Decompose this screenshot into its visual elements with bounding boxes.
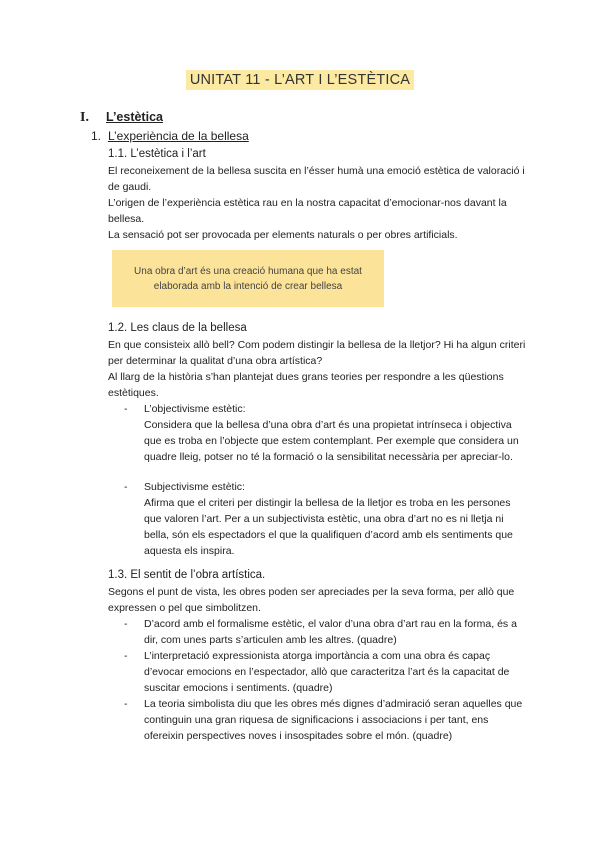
- list-item: [124, 696, 530, 744]
- subsection-title: L’experiència de la bellesa: [108, 129, 249, 143]
- section-numeral: I.: [80, 110, 89, 125]
- heading-estetica-art: 1.1. L’estètica i l’art: [108, 148, 206, 160]
- list-dash: -: [124, 403, 128, 415]
- heading-sentit-obra: 1.3. El sentit de l’obra artística.: [108, 569, 266, 581]
- para-reconeixement: El reconeixement de la bellesa suscita en l’ésser humà una emoció estètica de valoració i de gaudi.: [108, 165, 525, 193]
- page-title: UNITAT 11 - L’ART I L’ESTÈTICA: [186, 70, 414, 90]
- theories-list: [124, 401, 530, 559]
- list-item: [124, 401, 530, 465]
- list-dash: -: [124, 618, 128, 630]
- title-wrap: [0, 70, 600, 90]
- subsection-number: 1.: [91, 129, 102, 143]
- list-dash: -: [124, 650, 128, 662]
- interpretations-list: [124, 616, 530, 744]
- para-preguntes: En que consisteix allò bell? Com podem distingir la bellesa de la lletjor? Hi ha algun criteri per determinar la qualitat d’una obra artística?: [108, 339, 526, 367]
- objectivisme-text: Considera que la bellesa d’una obra d’art és una propietat intrínseca i objectiva que es troba en l’objecte que estem contemplant. Per exemple que considera un quadre lleig, potser no té la formació o la sensibilitat necessària per apreciar-lo.: [144, 419, 519, 463]
- section-title: L’estètica: [106, 110, 163, 124]
- subsection-heading: [91, 127, 530, 145]
- para-sensacio: La sensació pot ser provocada per elements naturals o per obres artificials.: [108, 229, 458, 241]
- para-origen: L’origen de l’experiència estètica rau en la nostra capacitat d’emocionar-nos davant la bellesa.: [108, 197, 507, 225]
- list-dash: -: [124, 481, 128, 493]
- list-item: [124, 479, 530, 559]
- para-punt-vista: Segons el punt de vista, les obres poden ser apreciades per la seva forma, per allò que expressen o pel que simbolitzen.: [108, 586, 515, 614]
- list-dash: -: [124, 698, 128, 710]
- para-teories: Al llarg de la història s’han plantejat dues grans teories per respondre a les qüestions estètiques.: [108, 371, 504, 399]
- expressionisme-text: L’interpretació expressionista atorga importància a com una obra és capaç d’evocar emocions en l’espectador, allò que caracteritza l’art és la capacitat de suscitar emocions i sentiments. (quadre): [144, 650, 510, 694]
- definition-box: Una obra d’art és una creació humana que ha estat elaborada amb la intenció de crear bellesa: [112, 250, 384, 307]
- objectivisme-label: L’objectivisme estètic:: [144, 403, 246, 415]
- list-item: [124, 648, 530, 696]
- subjectivisme-label: Subjectivisme estètic:: [144, 481, 245, 493]
- section-heading: [80, 108, 530, 127]
- simbolisme-text: La teoria simbolista diu que les obres més dignes d’admiració seran aquelles que continguin una gran riquesa de significacions i associacions i per tant, ens ofereixin perspectives noves i insospitades sobre el món. (quadre): [144, 698, 523, 742]
- subjectivisme-text: Afirma que el criteri per distingir la bellesa de la lletjor es troba en les persones que valoren l’art. Per a un subjectivista estètic, una obra d’art no es ni lletja ni bella, són els espectadors el que la qualifiquen d’acord amb els sentiments que aquesta els inspira.: [144, 497, 513, 557]
- heading-claus-bellesa: 1.2. Les claus de la bellesa: [108, 322, 247, 334]
- content: [80, 108, 530, 744]
- list-item: [124, 616, 530, 648]
- formalisme-text: D’acord amb el formalisme estètic, el valor d’una obra d’art rau en la forma, és a dir, com unes parts s’articulen amb les altres. (quadre): [144, 618, 517, 646]
